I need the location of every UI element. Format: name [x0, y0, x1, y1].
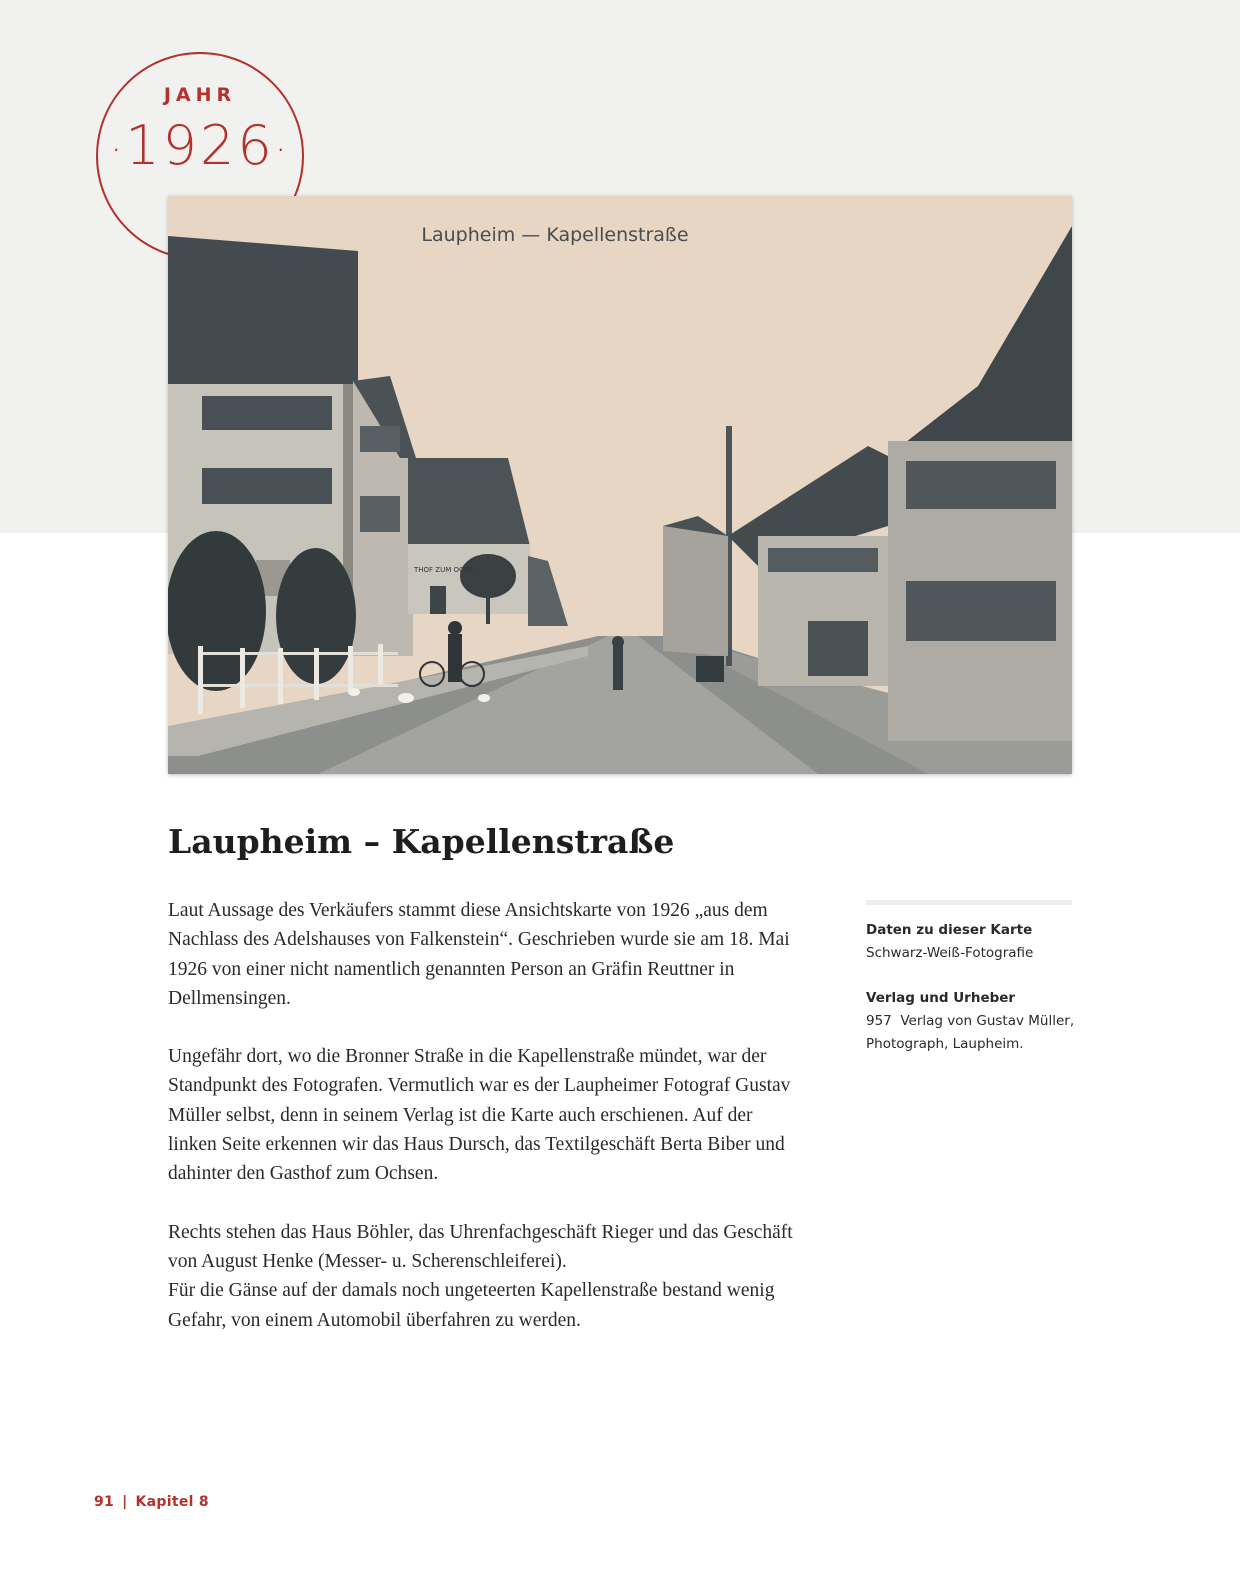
postcard-photo [168, 196, 1072, 774]
page-title: Laupheim – Kapellenstraße [168, 822, 675, 861]
stamp-year-value: 1926 [125, 114, 275, 177]
page-footer [94, 1494, 209, 1510]
publisher-label: Verlag und Urheber [866, 990, 1016, 1006]
page-number: 91 [94, 1494, 115, 1510]
publisher-block [866, 987, 1075, 1056]
paragraph: Rechts stehen das Haus Böhler, das Uhrenfachgeschäft Rieger und das Geschäft von August Henke (Messer- u. Scherenschleiferei). [168, 1221, 793, 1272]
shop-sign-text: THOF ZUM OCHS [414, 566, 474, 574]
card-data-label: Daten zu dieser Karte [866, 922, 1033, 938]
stamp-year: ·1926· [110, 114, 290, 177]
chapter-label: Kapitel 8 [135, 1494, 209, 1510]
postcard-caption: Laupheim — Kapellenstraße [421, 224, 689, 246]
paragraph: Für die Gänse auf der damals noch ungeteerten Kapellenstraße bestand wenig Gefahr, von einem Automobil überfahren zu werden. [168, 1280, 775, 1331]
card-data-block [866, 919, 1072, 965]
card-info-sidebar [866, 900, 1075, 1078]
paragraph: Ungefähr dort, wo die Bronner Straße in die Kapellenstraße mündet, war der Standpunkt des Fotografen. Vermutlich war es der Laupheimer Fotograf Gustav Müller selbst, denn in seinem Verlag ist die Karte auch erschienen. Auf der linken Seite erkennen wir das Haus Dursch, das Textilgeschäft Berta Biber und dahinter den Gasthof zum Ochsen. [168, 1046, 791, 1185]
paragraph: Laut Aussage des Verkäufers stammt diese Ansichtskarte von 1926 „aus dem Nachlass des Adelshauses von Falkenstein“. Geschrieben wurde sie am 18. Mai 1926 von einer nicht namentlich genannten Person an Gräfin Reuttner in Dellmensingen. [168, 900, 790, 1009]
footer-separator: | [122, 1494, 128, 1510]
stamp-label: JAHR [163, 84, 237, 106]
article-body [168, 896, 798, 1364]
publisher-value-line: 957 Verlag von Gustav Müller, [866, 1013, 1075, 1029]
card-data-value: Schwarz-Weiß-Fotografie [866, 945, 1034, 961]
publisher-value-line: Photograph, Laupheim. [866, 1036, 1024, 1052]
postcard-illustration [168, 196, 1072, 774]
